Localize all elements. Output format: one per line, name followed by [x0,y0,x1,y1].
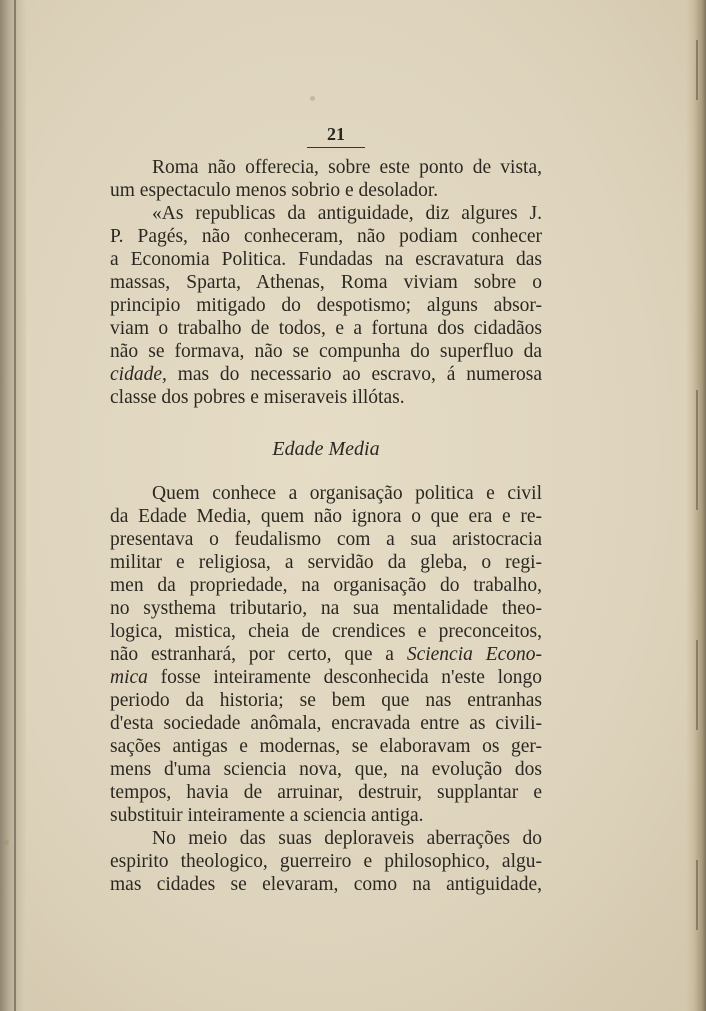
italic-phrase: mica [110,667,148,688]
binding-gutter [0,0,26,1011]
text-line: Roma não offerecia, sobre este ponto de vista, [152,157,542,178]
text-segment: fosse inteiramente desconhecida n'este longo [160,667,543,688]
binding-fold-line [14,0,16,1011]
page-header [306,124,366,148]
edge-mark [696,40,698,100]
text-line: principio mitigado do despotismo; alguns absor- [110,295,542,316]
text-line: massas, Sparta, Athenas, Roma viviam sobre o [110,272,542,293]
text-line: d'esta sociedade anômala, encravada entre as civili- [110,713,542,734]
text-line: No meio das suas deploraveis aberrações do [152,828,542,849]
foxing-spot [310,96,315,101]
edge-mark [696,640,698,730]
page-number: 21 [327,124,345,144]
text-line: logica, mistica, cheia de crendices e preconceitos, [110,621,542,642]
edge-mark [696,860,698,930]
text-line [110,666,542,689]
text-line: a Economia Politica. Fundadas na escravatura das [110,249,542,270]
text-line: mens d'uma sciencia nova, que, na evolução dos [110,759,542,780]
edge-mark [696,390,698,510]
text-line: espirito theologico, guerreiro e philosophico, algu- [110,851,542,872]
text-segment: não estranhará, por certo, que a [110,644,394,665]
text-line: «As republicas da antiguidade, diz algures J. [152,203,542,224]
text-line: periodo da historia; se bem que nas entranhas [110,690,542,711]
text-line: tempos, havia de arruinar, destruir, supplantar e [110,782,542,803]
foxing-spot [4,840,9,845]
text-line: men da propriedade, na organisação do trabalho, [110,575,542,596]
header-rule [307,147,365,148]
text-segment: mas do necessario ao escravo, á numerosa [177,364,543,385]
text-line: Quem conhece a organisação politica e civil [152,483,542,504]
text-line: presentava o feudalismo com a sua aristocracia [110,529,542,550]
italic-word: cidade, [110,364,167,385]
body-text [110,156,542,896]
text-line: classe dos pobres e miseraveis illótas. [110,387,405,408]
text-line: no systhema tributario, na sua mentalidade theo- [110,598,542,619]
text-line: sações antigas e modernas, se elaboravam os ger- [110,736,542,757]
text-line: substituir inteiramente a sciencia antiga. [110,805,424,826]
text-line: da Edade Media, quem não ignora o que era e re- [110,506,542,527]
italic-phrase: Sciencia Econo- [406,644,543,665]
text-line: militar e religiosa, a servidão da gleba, o regi- [110,552,542,573]
text-line [110,363,542,386]
section-heading: Edade Media [272,438,380,460]
text-line: viam o trabalho de todos, e a fortuna dos cidadãos [110,318,542,339]
text-line [110,643,542,666]
text-line: não se formava, não se compunha do superfluo da [110,341,542,362]
text-line: mas cidades se elevaram, como na antiguidade, [110,874,542,895]
text-line: um espectaculo menos sobrio e desolador. [110,180,439,201]
text-line: P. Pagés, não conheceram, não podiam conhecer [110,226,542,247]
